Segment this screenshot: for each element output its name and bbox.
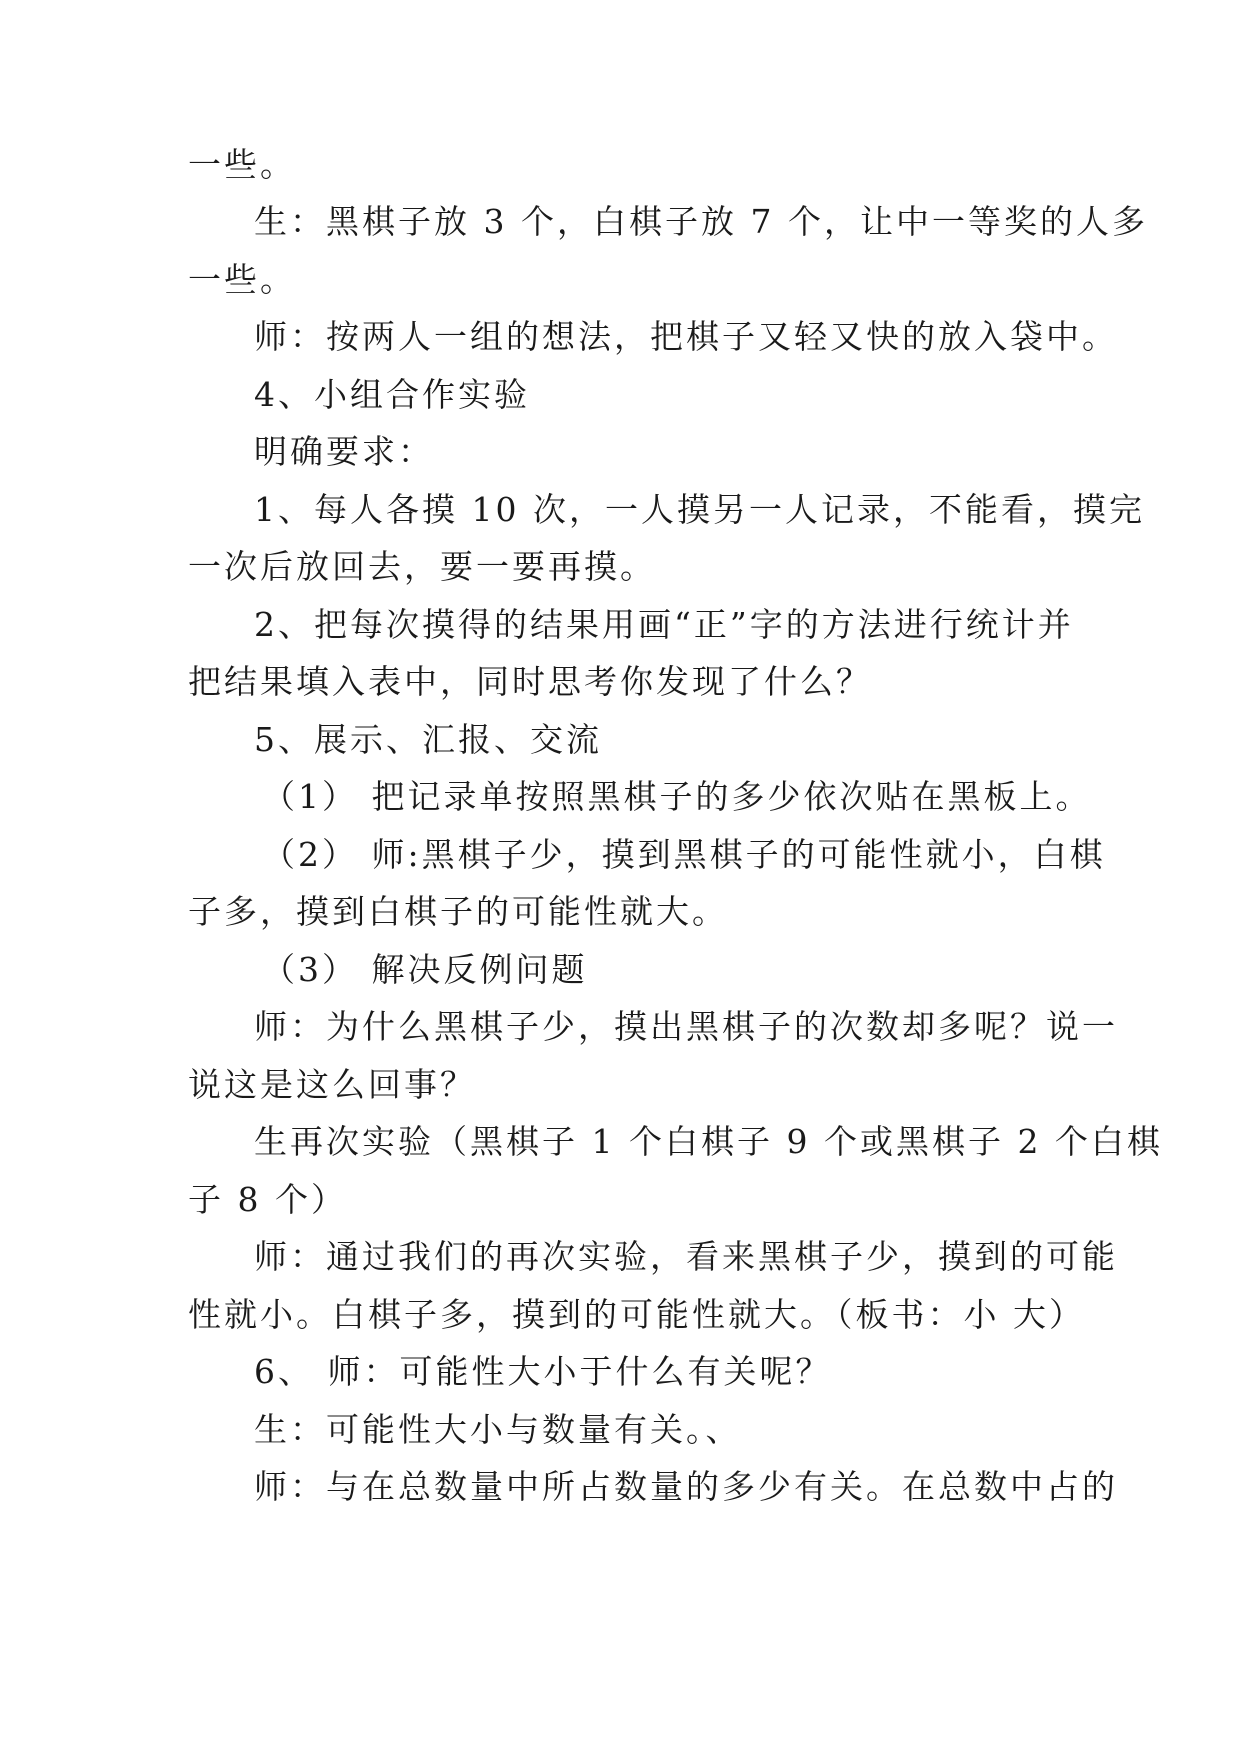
text-line: 1、每人各摸 10 次，一人摸另一人记录，不能看，摸完 — [254, 490, 1145, 529]
text-line: （2） 师:黑棋子少，摸到黑棋子的可能性就小，白棋 — [262, 835, 1106, 874]
text-line: 把结果填入表中，同时思考你发现了什么？ — [188, 662, 872, 701]
text-line: 明确要求： — [254, 432, 434, 471]
section-heading: 4、小组合作实验 — [254, 375, 530, 414]
text-line: 说这是这么回事？ — [188, 1065, 476, 1104]
section-heading: 5、展示、汇报、交流 — [254, 720, 602, 759]
text-line: 师：与在总数量中所占数量的多少有关。在总数中占的 — [254, 1467, 1118, 1506]
text-line: 师：按两人一组的想法，把棋子又轻又快的放入袋中。 — [254, 317, 1118, 356]
text-line: 子多，摸到白棋子的可能性就大。 — [188, 892, 728, 931]
section-heading: 6、 师：可能性大小于什么有关呢？ — [254, 1352, 832, 1391]
text-line: 子 8 个） — [188, 1180, 347, 1219]
text-line: 生：黑棋子放 3 个，白棋子放 7 个，让中一等奖的人多 — [254, 202, 1148, 241]
text-line: 性就小。白棋子多，摸到的可能性就大。（板书：小 大） — [188, 1295, 1085, 1334]
text-line: 一些。 — [188, 260, 296, 299]
text-line: （1） 把记录单按照黑棋子的多少依次贴在黑板上。 — [262, 777, 1092, 816]
text-line: （3） 解决反例问题 — [262, 950, 588, 989]
text-line: 2、把每次摸得的结果用画“正”字的方法进行统计并 — [254, 605, 1074, 644]
text-line: 生：可能性大小与数量有关。、 — [254, 1410, 742, 1449]
text-line: 一些。 — [188, 145, 296, 184]
text-line: 生再次实验（黑棋子 1 个白棋子 9 个或黑棋子 2 个白棋 — [254, 1122, 1163, 1161]
text-line: 师：通过我们的再次实验，看来黑棋子少，摸到的可能 — [254, 1237, 1118, 1276]
text-line: 师：为什么黑棋子少，摸出黑棋子的次数却多呢？说一 — [254, 1007, 1118, 1046]
text-line: 一次后放回去，要一要再摸。 — [188, 547, 656, 586]
